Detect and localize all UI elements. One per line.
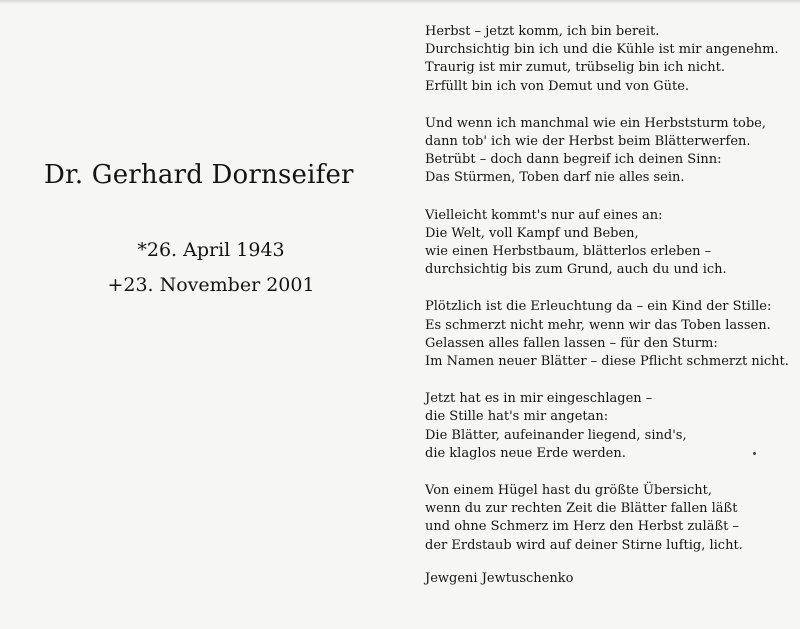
poem-line: Im Namen neuer Blätter – diese Pflicht schmerzt nicht. <box>425 354 789 370</box>
poem-stanza-1 <box>425 23 785 96</box>
poem-author: Jewgeni Jewtuschenko <box>425 571 574 586</box>
poem-line: Erfüllt bin ich von Demut und von Güte. <box>425 78 690 94</box>
poem-line: Herbst – jetzt komm, ich bin bereit. <box>425 24 660 39</box>
birth-date: *26. April 1943 <box>137 239 285 261</box>
poem-line: wie einen Herbstbaum, blätterlos erleben – <box>425 244 712 260</box>
poem-line: Durchsichtig bin ich und die Kühle ist mir angenehm. <box>425 42 779 58</box>
death-date: +23. November 2001 <box>107 274 315 296</box>
poem-line: Es schmerzt nicht mehr, wenn wir das Toben lassen. <box>425 317 771 333</box>
poem-stanza-2 <box>425 115 785 188</box>
poem-line: Plötzlich ist die Erleuchtung da – ein Kind der Stille: <box>425 299 772 315</box>
poem-line: die klaglos neue Erde werden. <box>425 445 626 461</box>
poem-line: Traurig ist mir zumut, trübselig bin ich nicht. <box>425 60 725 76</box>
poem-line: Vielleicht kommt's nur auf eines an: <box>425 207 663 223</box>
poem-stanza-5 <box>425 390 785 463</box>
poem-stanza-6 <box>425 482 785 555</box>
poem-line: Von einem Hügel hast du größte Übersicht, <box>425 483 713 499</box>
poem-line: Jetzt hat es in mir eingeschlagen – <box>425 391 653 407</box>
poem-line: durchsichtig bis zum Grund, auch du und ich. <box>425 262 727 278</box>
poem-line: wenn du zur rechten Zeit die Blätter fallen läßt <box>425 501 738 517</box>
poem-stanza-3 <box>425 207 785 280</box>
poem-line: dann tob' ich wie der Herbst beim Blätterwerfen. <box>425 134 751 150</box>
poem-line: Das Stürmen, Toben darf nie alles sein. <box>425 170 685 186</box>
poem-line: Betrübt – doch dann begreif ich deinen Sinn: <box>425 152 722 168</box>
poem-line: Gelassen alles fallen lassen – für den Sturm: <box>425 335 718 351</box>
poem-line: Und wenn ich manchmal wie ein Herbststurm tobe, <box>425 115 766 131</box>
poem-stanza-4 <box>425 298 789 371</box>
poem-line: die Stille hat's mir angetan: <box>425 409 609 425</box>
poem-line: Die Blätter, aufeinander liegend, sind's, <box>425 427 687 443</box>
poem-line: und ohne Schmerz im Herz den Herbst zuläßt – <box>425 519 739 535</box>
paper-edge <box>0 0 800 4</box>
ink-speck <box>753 452 756 455</box>
poem-line: Die Welt, voll Kampf und Beben, <box>425 225 639 241</box>
life-dates <box>96 233 326 303</box>
deceased-name: Dr. Gerhard Dornseifer <box>44 160 354 190</box>
poem <box>425 23 789 574</box>
poem-line: der Erdstaub wird auf deiner Stirne luftig, licht. <box>425 537 743 553</box>
